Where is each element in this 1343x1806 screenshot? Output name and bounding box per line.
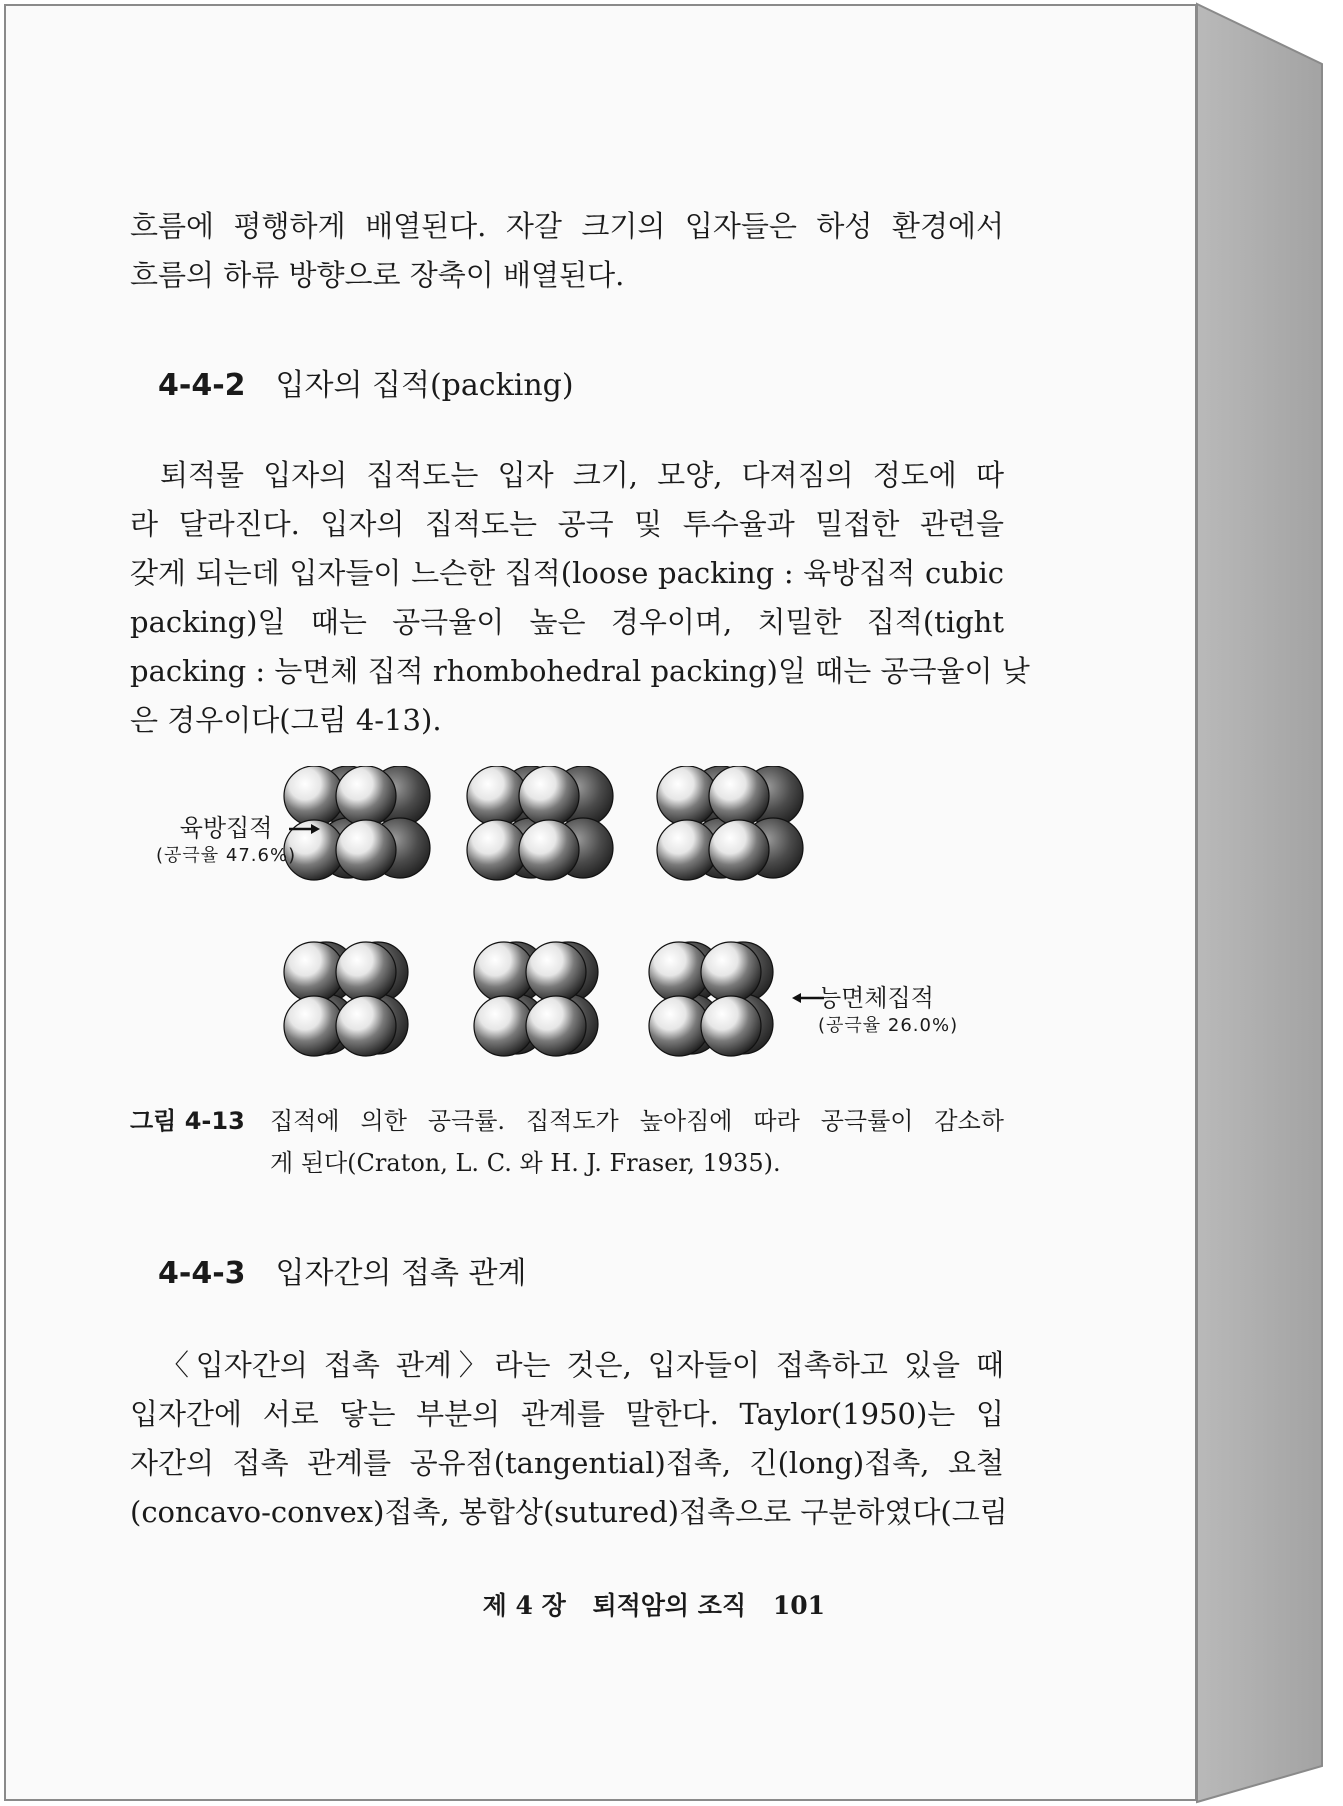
cubic-model	[467, 766, 613, 880]
rhombo-label-name: 능면체집적	[818, 984, 934, 1012]
text-line: packing)일 때는 공극율이 높은 경우이며, 치밀한 집적(tight	[130, 605, 1004, 639]
sphere	[336, 820, 396, 880]
text-line: packing : 능면체 집적 rhombohedral packing)일 때는 공극율이 낮	[130, 654, 1030, 688]
sphere	[701, 942, 761, 1002]
text-line: 흐름에 평행하게 배열된다. 자갈 크기의 입자들은 하성 환경에서	[130, 209, 1004, 243]
sphere	[657, 820, 717, 880]
sphere	[467, 820, 527, 880]
rhombohedral-model	[474, 942, 598, 1056]
text-line: 퇴적물 입자의 집적도는 입자 크기, 모양, 다져짐의 정도에 따	[160, 458, 1004, 492]
contact-paragraph	[130, 1341, 1008, 1537]
sphere	[474, 942, 534, 1002]
sphere	[474, 996, 534, 1056]
sphere	[519, 820, 579, 880]
sphere	[284, 942, 344, 1002]
sphere	[709, 820, 769, 880]
cubic-packing-label	[156, 814, 296, 870]
text-line: (concavo-convex)접촉, 봉합상(sutured)접촉으로 구분하였다(그림	[130, 1495, 1008, 1529]
rhombohedral-packing-models	[284, 942, 773, 1056]
section-number: 4-4-2	[158, 368, 246, 403]
page-footer	[465, 1586, 825, 1622]
sphere	[526, 942, 586, 1002]
book-page	[4, 4, 1197, 1801]
cubic-model	[657, 766, 803, 880]
sphere	[336, 996, 396, 1056]
rhombohedral-model	[649, 942, 773, 1056]
text-line: 입자간에 서로 닿는 부분의 관계를 말한다. Taylor(1950)는 입	[130, 1397, 1004, 1431]
cubic-label-name: 육방집적	[179, 814, 273, 842]
sphere	[336, 942, 396, 1002]
sphere	[701, 996, 761, 1056]
text-line: 라 달라진다. 입자의 집적도는 공극 및 투수율과 밀접한 관련을	[130, 507, 1004, 541]
caption-line: 집적에 의한 공극률. 집적도가 높아짐에 따라 공극률이 감소하	[270, 1107, 1004, 1135]
caption-line: 게 된다(Craton, L. C. 와 H. J. Fraser, 1935).	[270, 1149, 781, 1177]
sphere	[649, 942, 709, 1002]
text-line: 〈입자간의 접촉 관계〉라는 것은, 입자들이 접촉하고 있을 때	[160, 1348, 1004, 1382]
section-heading	[158, 360, 574, 404]
footer-chapter-title: 퇴적암의 조직	[592, 1591, 747, 1620]
text-line: 흐름의 하류 방향으로 장축이 배열된다.	[130, 258, 625, 292]
sphere	[284, 996, 344, 1056]
sphere	[526, 996, 586, 1056]
cubic-label-porosity: (공극율 47.6%)	[156, 845, 297, 866]
packing-paragraph	[130, 451, 1030, 745]
sphere	[519, 766, 579, 826]
text-line: 갖게 되는데 입자들이 느슨한 집적(loose packing : 육방집적 cubic	[130, 556, 1004, 590]
text-line: 자간의 접촉 관계를 공유점(tangential)접촉, 긴(long)접촉, 요철	[130, 1446, 1004, 1480]
sphere	[467, 766, 527, 826]
rhombo-label-porosity: (공극율 26.0%)	[818, 1015, 959, 1036]
section-heading	[158, 1248, 526, 1292]
text-line: 은 경우이다(그림 4-13).	[130, 703, 442, 737]
footer-page-number: 101	[772, 1591, 825, 1620]
footer-chapter: 제 4 장	[482, 1591, 566, 1620]
section-number: 4-4-3	[158, 1256, 246, 1291]
section-title: 입자간의 접촉 관계	[275, 1256, 527, 1291]
caption-number: 그림 4-13	[130, 1107, 245, 1135]
intro-paragraph	[130, 202, 1004, 300]
sphere	[649, 996, 709, 1056]
section-title: 입자의 집적(packing)	[275, 368, 574, 403]
rhombohedral-model	[284, 942, 408, 1056]
cubic-model	[284, 766, 430, 880]
sphere	[709, 766, 769, 826]
sphere	[336, 766, 396, 826]
cubic-packing-models	[284, 766, 803, 880]
rhombo-packing-label	[818, 984, 958, 1040]
sphere	[657, 766, 717, 826]
